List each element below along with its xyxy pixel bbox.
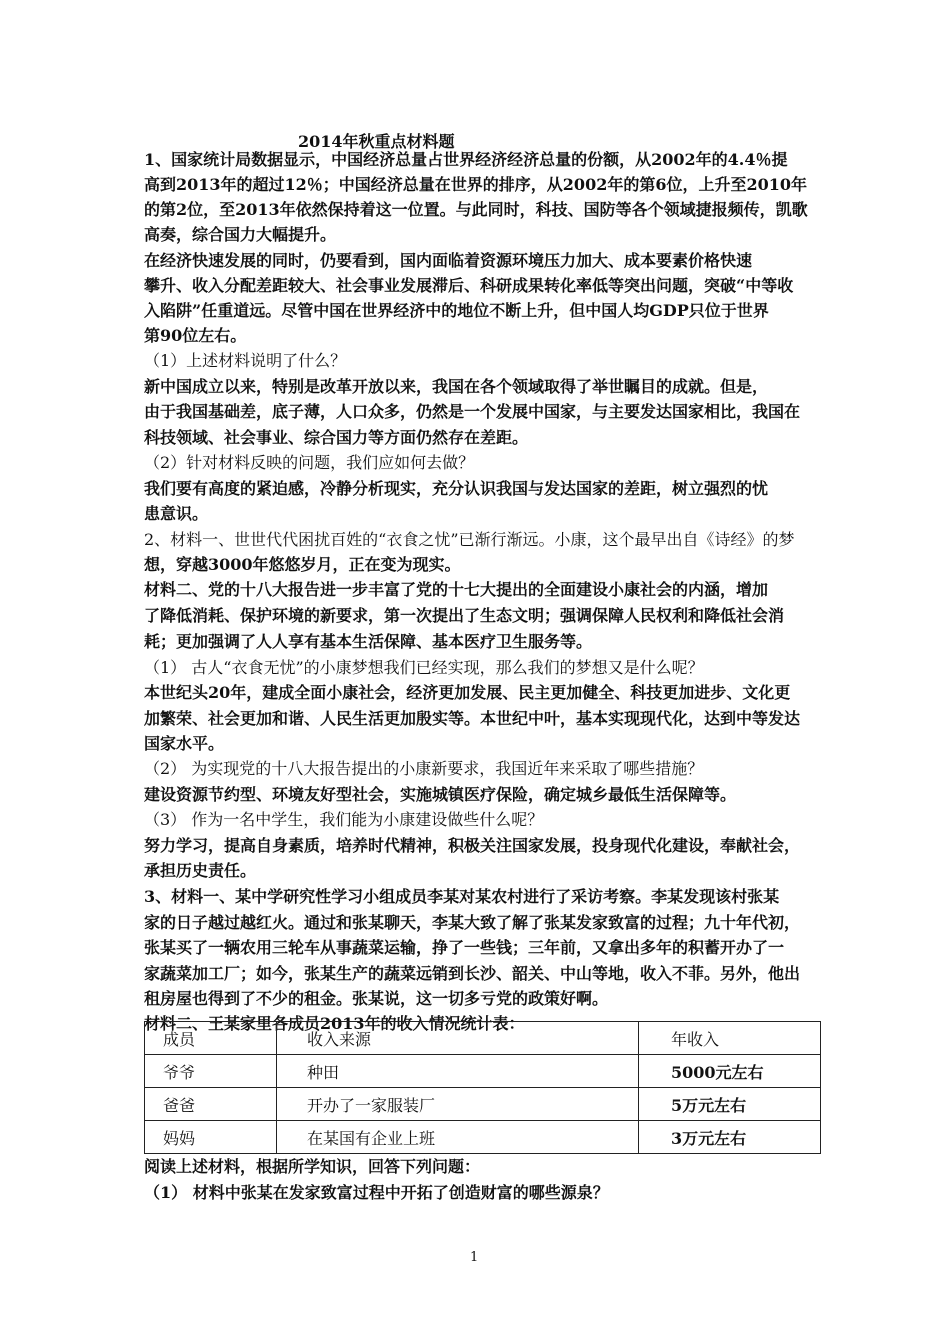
table-cell: 5万元左右 <box>639 1088 821 1121</box>
text-line: 耗；更加强调了人人享有基本生活保障、基本医疗卫生服务等。 <box>144 632 593 651</box>
text-line: 材料二、王某家里各成员2013年的收入情况统计表： <box>144 1014 525 1033</box>
income-table <box>144 1021 821 1154</box>
text-line: 由于我国基础差，底子薄，人口众多，仍然是一个发展中国家，与主要发达国家相比，我国在 <box>144 402 801 421</box>
text-line: 入陷阱”任重道远。尽管中国在世界经济中的地位不断上升，但中国人均GDP只位于世界 <box>144 301 769 320</box>
table-row <box>145 1055 821 1088</box>
table-header-cell: 收入来源 <box>277 1022 639 1055</box>
text-line: 阅读上述材料，根据所学知识，回答下列问题： <box>144 1157 481 1176</box>
table-cell: 爷爷 <box>145 1055 277 1088</box>
text-line: 新中国成立以来，特别是改革开放以来，我国在各个领域取得了举世瞩目的成就。但是， <box>144 377 769 396</box>
text-line: （2） 为实现党的十八大报告提出的小康新要求，我国近年来采取了哪些措施？ <box>144 759 704 778</box>
text-line: 建设资源节约型、环境友好型社会，实施城镇医疗保险，确定城乡最低生活保障等。 <box>144 785 737 804</box>
table-cell: 5000元左右 <box>639 1055 821 1088</box>
table-row <box>145 1088 821 1121</box>
text-line: 的第2位，至2013年依然保持着这一位置。与此同时，科技、国防等各个领域捷报频传，凯歌 <box>144 200 808 219</box>
text-line: 张某买了一辆农用三轮车从事蔬菜运输，挣了一些钱；三年前，又拿出多年的积蓄开办了一 <box>144 938 785 957</box>
text-line: （1） 材料中张某在发家致富过程中开拓了创造财富的哪些源泉？ <box>144 1183 609 1202</box>
text-line: 家的日子越过越红火。通过和张某聊天，李某大致了解了张某发家致富的过程；九十年代初， <box>144 913 801 932</box>
text-line: 科技领域、社会事业、综合国力等方面仍然存在差距。 <box>144 428 529 447</box>
table-cell: 爸爸 <box>145 1088 277 1121</box>
text-line: 国家水平。 <box>144 734 225 753</box>
text-line: 本世纪头20年，建成全面小康社会，经济更加发展、民主更加健全、科技更加进步、文化更 <box>144 683 791 702</box>
text-line: 攀升、收入分配差距较大、社会事业发展滞后、科研成果转化率低等突出问题，突破“中等收 <box>144 276 794 295</box>
table-cell: 3万元左右 <box>639 1121 821 1154</box>
text-line: （1） 古人“衣食无忧”的小康梦想我们已经实现，那么我们的梦想又是什么呢？ <box>144 658 704 677</box>
text-line: 材料二、党的十八大报告进一步丰富了党的十七大提出的全面建设小康社会的内涵，增加 <box>144 580 769 599</box>
text-line: （1）上述材料说明了什么？ <box>144 351 347 370</box>
text-line: 家蔬菜加工厂；如今，张某生产的蔬菜远销到长沙、韶关、中山等地，收入不菲。另外，他出 <box>144 964 801 983</box>
text-line: 3、材料一、某中学研究性学习小组成员李某对某农村进行了采访考察。李某发现该村张某 <box>144 887 780 906</box>
text-line: 高奏，综合国力大幅提升。 <box>144 225 337 244</box>
text-line: 第90位左右。 <box>144 326 247 345</box>
document-title: 2014年秋重点材料题 <box>298 132 455 151</box>
text-line: 2、材料一、世世代代困扰百姓的“衣食之忧”已渐行渐远。小康，这个最早出自《诗经》的梦 <box>144 530 795 549</box>
text-line: 想，穿越3000年悠悠岁月，正在变为现实。 <box>144 555 461 574</box>
text-line: （2）针对材料反映的问题，我们应如何去做？ <box>144 453 475 472</box>
text-line: 加繁荣、社会更加和谐、人民生活更加殷实等。本世纪中叶，基本实现现代化，达到中等发达 <box>144 709 801 728</box>
table-row <box>145 1121 821 1154</box>
table-header-cell: 年收入 <box>639 1022 821 1055</box>
text-line: 在经济快速发展的同时，仍要看到，国内面临着资源环境压力加大、成本要素价格快速 <box>144 251 753 270</box>
text-line: 了降低消耗、保护环境的新要求，第一次提出了生态文明；强调保障人民权利和降低社会消 <box>144 606 785 625</box>
table-cell: 开办了一家服装厂 <box>277 1088 639 1121</box>
page-number: 1 <box>470 1250 479 1265</box>
text-line: （3） 作为一名中学生，我们能为小康建设做些什么呢？ <box>144 810 544 829</box>
text-line: 1、国家统计局数据显示，中国经济总量占世界经济经济总量的份额，从2002年的4.4％提 <box>144 150 788 169</box>
text-line: 努力学习，提高自身素质，培养时代精神，积极关注国家发展，投身现代化建设，奉献社会， <box>144 836 801 855</box>
text-line: 患意识。 <box>144 504 209 523</box>
text-line: 我们要有高度的紧迫感，冷静分析现实，充分认识我国与发达国家的差距，树立强烈的忧 <box>144 479 769 498</box>
text-line: 租房屋也得到了不少的租金。张某说，这一切多亏党的政策好啊。 <box>144 989 609 1008</box>
table-cell: 妈妈 <box>145 1121 277 1154</box>
table-cell: 在某国有企业上班 <box>277 1121 639 1154</box>
text-line: 承担历史责任。 <box>144 861 257 880</box>
table-cell: 种田 <box>277 1055 639 1088</box>
table-header-cell: 成员 <box>145 1022 277 1055</box>
table-header-row <box>145 1022 821 1055</box>
text-line: 高到2013年的超过12％；中国经济总量在世界的排序，从2002年的第6位，上升至2010年 <box>144 175 807 194</box>
